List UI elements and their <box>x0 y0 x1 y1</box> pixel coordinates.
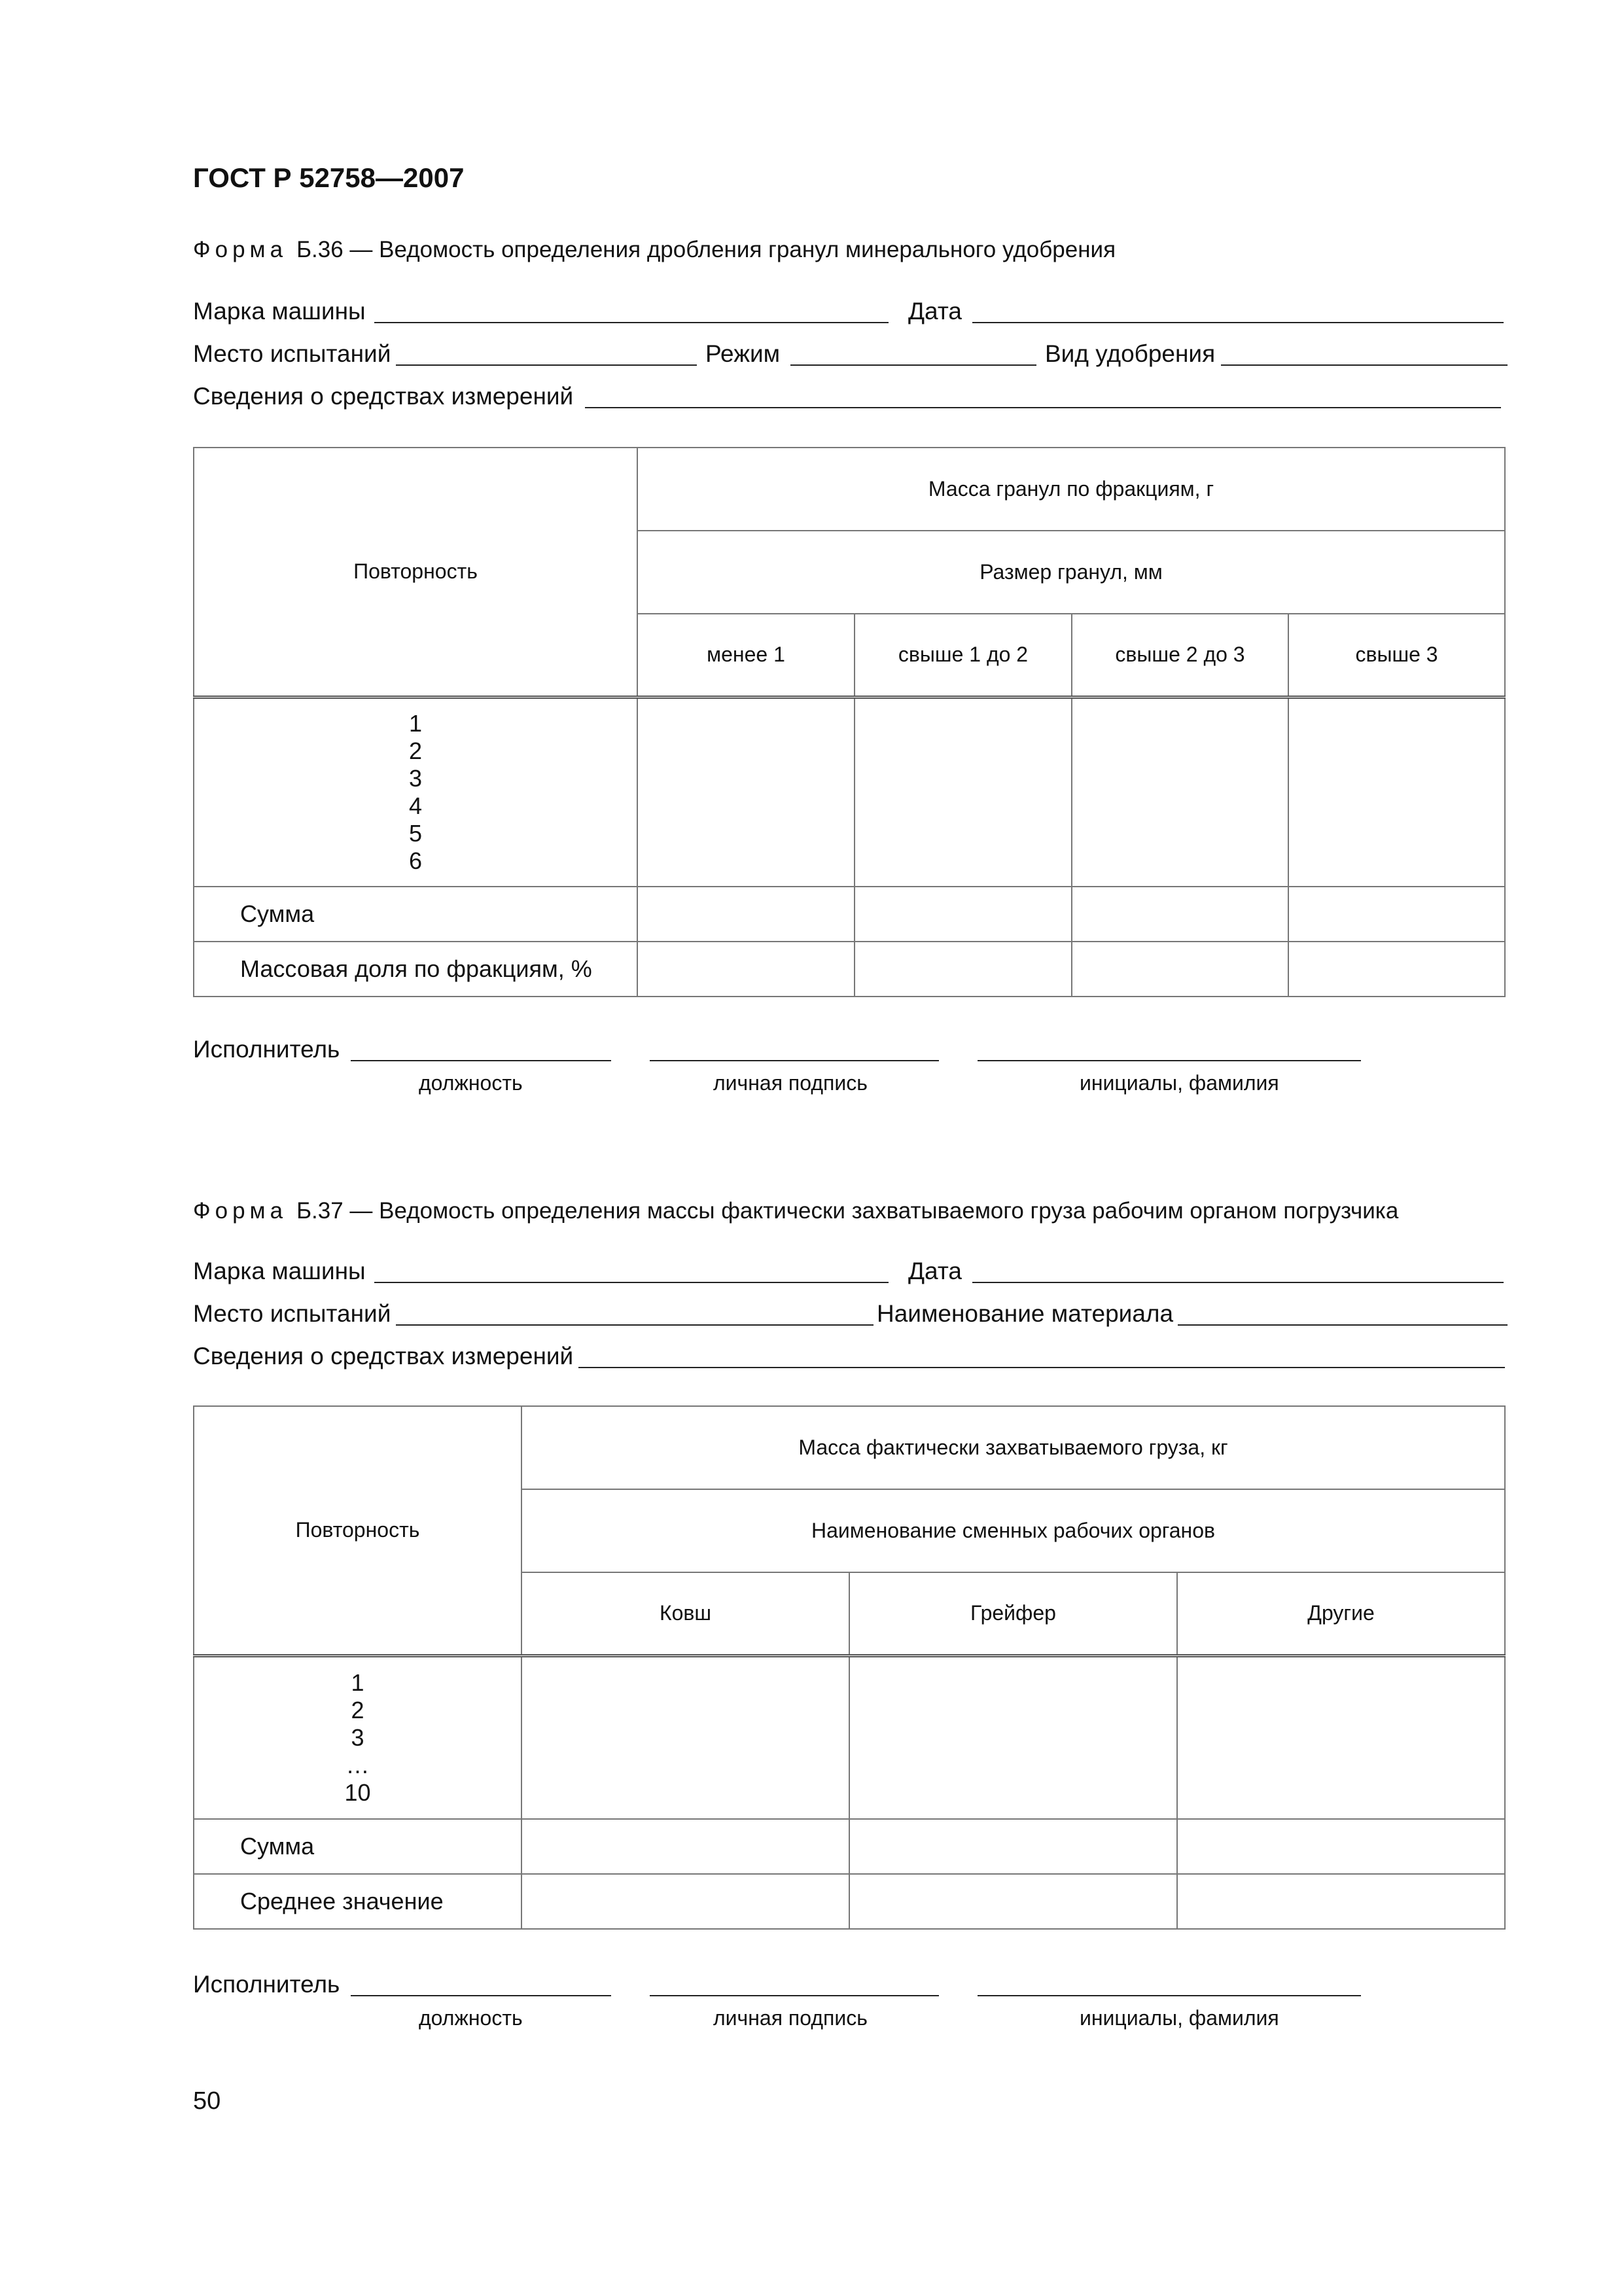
machine-label: Марка машины <box>193 1258 366 1284</box>
sum-cell[interactable] <box>1177 1819 1505 1874</box>
date-label: Дата <box>908 298 962 325</box>
name-caption: инициалы, фамилия <box>1080 2006 1279 2030</box>
sum-cell[interactable] <box>855 887 1072 942</box>
executor-label: Исполнитель <box>193 1036 340 1063</box>
fertilizer-label: Вид удобрения <box>1045 340 1216 367</box>
fraction-table <box>193 447 1506 997</box>
signature-caption: личная подпись <box>713 2006 868 2030</box>
column-header: менее 1 <box>637 614 855 697</box>
repetition-number: 6 <box>408 847 423 874</box>
place-label: Место испытаний <box>193 1300 391 1327</box>
date-field[interactable] <box>972 322 1504 323</box>
repetition-number: 3 <box>351 1723 364 1751</box>
instruments-field[interactable] <box>585 407 1501 408</box>
repetition-header: Повторность <box>194 448 637 697</box>
data-cell[interactable] <box>855 697 1072 887</box>
position-caption: должность <box>419 2006 523 2030</box>
repetition-number: 3 <box>408 764 423 792</box>
page-number: 50 <box>193 2087 221 2115</box>
repetition-number: 10 <box>344 1778 371 1806</box>
share-cell[interactable] <box>637 942 855 997</box>
repetition-number: 2 <box>351 1696 364 1723</box>
mass-header: Масса фактически захватываемого груза, кг <box>521 1406 1505 1489</box>
column-header: Грейфер <box>849 1572 1177 1655</box>
signature-field[interactable] <box>650 1995 939 1996</box>
instruments-label: Сведения о средствах измерений <box>193 1343 574 1369</box>
executor-label: Исполнитель <box>193 1971 340 1998</box>
form-title: Б.37 — Ведомость определения массы фактически захватываемого груза рабочим органом погрузчика <box>296 1198 1399 1224</box>
instruments-field[interactable] <box>578 1367 1505 1368</box>
data-cell[interactable] <box>637 697 855 887</box>
form-title: Б.36 — Ведомость определения дробления гранул минерального удобрения <box>296 237 1116 262</box>
position-field[interactable] <box>351 1060 611 1061</box>
data-cell[interactable] <box>1177 1655 1505 1819</box>
organ-name-header: Наименование сменных рабочих органов <box>521 1489 1505 1572</box>
position-caption: должность <box>419 1071 523 1095</box>
repetition-number: 5 <box>408 819 423 847</box>
column-header: свыше 2 до 3 <box>1072 614 1288 697</box>
mode-field[interactable] <box>790 364 1036 366</box>
position-field[interactable] <box>351 1995 611 1996</box>
data-cell[interactable] <box>521 1655 849 1819</box>
column-header: свыше 1 до 2 <box>855 614 1072 697</box>
machine-field[interactable] <box>374 1282 889 1283</box>
average-label: Среднее значение <box>194 1874 521 1929</box>
material-label: Наименование материала <box>877 1300 1174 1327</box>
document-code: ГОСТ Р 52758—2007 <box>193 162 465 193</box>
data-cell[interactable] <box>1072 697 1288 887</box>
column-header: Другие <box>1177 1572 1505 1655</box>
column-header: Ковш <box>521 1572 849 1655</box>
repetition-header: Повторность <box>194 1406 521 1655</box>
share-cell[interactable] <box>1288 942 1505 997</box>
place-field[interactable] <box>396 1324 874 1326</box>
signature-field[interactable] <box>650 1060 939 1061</box>
sum-label: Сумма <box>194 1819 521 1874</box>
size-header: Размер гранул, мм <box>637 531 1505 614</box>
instruments-label: Сведения о средствах измерений <box>193 383 574 410</box>
share-label: Массовая доля по фракциям, % <box>194 942 637 997</box>
fertilizer-field[interactable] <box>1221 364 1508 366</box>
load-mass-table <box>193 1405 1506 1930</box>
mode-label: Режим <box>705 340 781 367</box>
share-cell[interactable] <box>1072 942 1288 997</box>
date-label: Дата <box>908 1258 962 1284</box>
sum-cell[interactable] <box>637 887 855 942</box>
repetition-number: … <box>345 1751 370 1778</box>
sum-cell[interactable] <box>1072 887 1288 942</box>
repetition-numbers <box>194 1655 521 1819</box>
form-prefix: Форма <box>193 1198 288 1224</box>
data-cell[interactable] <box>1288 697 1505 887</box>
sum-label: Сумма <box>194 887 637 942</box>
place-field[interactable] <box>396 364 697 366</box>
name-field[interactable] <box>978 1060 1361 1061</box>
average-cell[interactable] <box>849 1874 1177 1929</box>
repetition-number: 1 <box>408 709 423 737</box>
name-field[interactable] <box>978 1995 1361 1996</box>
sum-cell[interactable] <box>521 1819 849 1874</box>
repetition-number: 4 <box>408 792 423 819</box>
form-b37-title-block <box>193 1198 1398 1224</box>
repetition-number: 1 <box>351 1669 364 1696</box>
date-field[interactable] <box>972 1282 1504 1283</box>
mass-header: Масса гранул по фракциям, г <box>637 448 1505 531</box>
form-prefix: Форма <box>193 237 288 262</box>
machine-label: Марка машины <box>193 298 366 325</box>
place-label: Место испытаний <box>193 340 391 367</box>
machine-field[interactable] <box>374 322 889 323</box>
form-b36-title-block <box>193 237 1116 263</box>
name-caption: инициалы, фамилия <box>1080 1071 1279 1095</box>
repetition-numbers <box>194 697 637 887</box>
average-cell[interactable] <box>521 1874 849 1929</box>
share-cell[interactable] <box>855 942 1072 997</box>
column-header: свыше 3 <box>1288 614 1505 697</box>
average-cell[interactable] <box>1177 1874 1505 1929</box>
data-cell[interactable] <box>849 1655 1177 1819</box>
repetition-number: 2 <box>408 737 423 764</box>
sum-cell[interactable] <box>1288 887 1505 942</box>
sum-cell[interactable] <box>849 1819 1177 1874</box>
material-field[interactable] <box>1178 1324 1508 1326</box>
signature-caption: личная подпись <box>713 1071 868 1095</box>
